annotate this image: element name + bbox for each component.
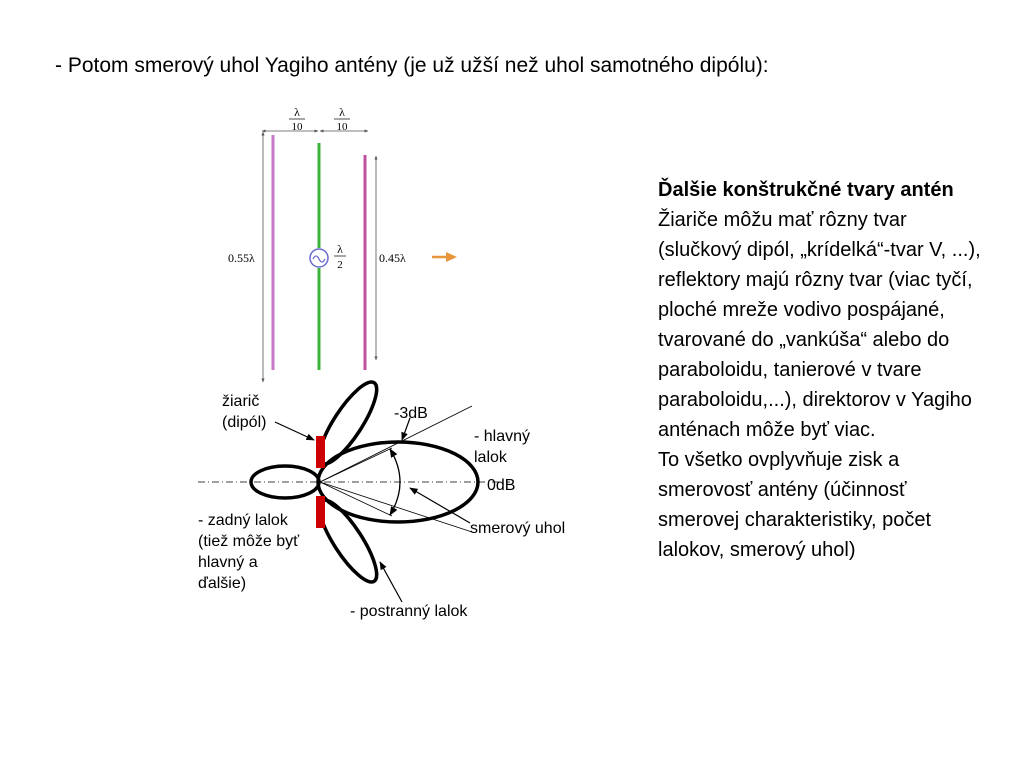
driven-length-numerator: λ bbox=[337, 242, 343, 256]
beam-line-mid-lower bbox=[320, 482, 392, 516]
back-lobe-label: - zadný lalok (tiež môže byť hlavný a ďalšie) bbox=[198, 512, 300, 592]
radiator-top bbox=[316, 436, 325, 468]
side-lobe-pointer bbox=[380, 562, 402, 602]
spacing1-numerator: λ bbox=[294, 105, 300, 119]
side-lobe-label: - postranný lalok bbox=[350, 603, 468, 620]
main-lobe-label: - hlavný lalok bbox=[474, 428, 531, 466]
page-heading: - Potom smerový uhol Yagiho antény (je už užší než uhol samotného dipólu): bbox=[55, 54, 769, 77]
side-title: Ďalšie konštrukčné tvary antén bbox=[658, 179, 954, 201]
side-text bbox=[658, 175, 988, 565]
radiator-bottom bbox=[316, 496, 325, 528]
minus3db-label: -3dB bbox=[394, 405, 428, 422]
beam-line-mid-upper bbox=[320, 448, 392, 482]
side-paragraph-2: To všetko ovplyvňuje zisk a smerovosť antény (účinnosť smerovej charakteristiky, počet lalokov, smerový uhol) bbox=[658, 449, 932, 561]
spacing2-numerator: λ bbox=[339, 105, 345, 119]
beam-line-lower bbox=[320, 482, 472, 532]
spacing2-denominator: 10 bbox=[336, 121, 348, 133]
reflector-length-label: 0.55λ bbox=[228, 251, 255, 265]
driven-length-denominator: 2 bbox=[337, 259, 343, 271]
direction-arrow-head bbox=[446, 252, 457, 262]
spacing1-denominator: 10 bbox=[291, 121, 303, 133]
director-length-label: 0.45λ bbox=[379, 251, 406, 265]
radiator-label: žiarič (dipól) bbox=[222, 393, 267, 431]
side-paragraph-1: Žiariče môžu mať rôzny tvar (slučkový dipól, „krídelká“-tvar V, ...), reflektory majú rôzny tvar (viac tyčí, ploché mreže vodivo pospájané, tvarované do „vankúša“ alebo do paraboloidu, tanierové v tvare paraboloidu,...), direktorov v Yagiho anténach môže byť viac. bbox=[658, 209, 981, 441]
zero-db-label: 0dB bbox=[487, 477, 516, 494]
beam-angle-label: smerový uhol bbox=[470, 520, 566, 537]
